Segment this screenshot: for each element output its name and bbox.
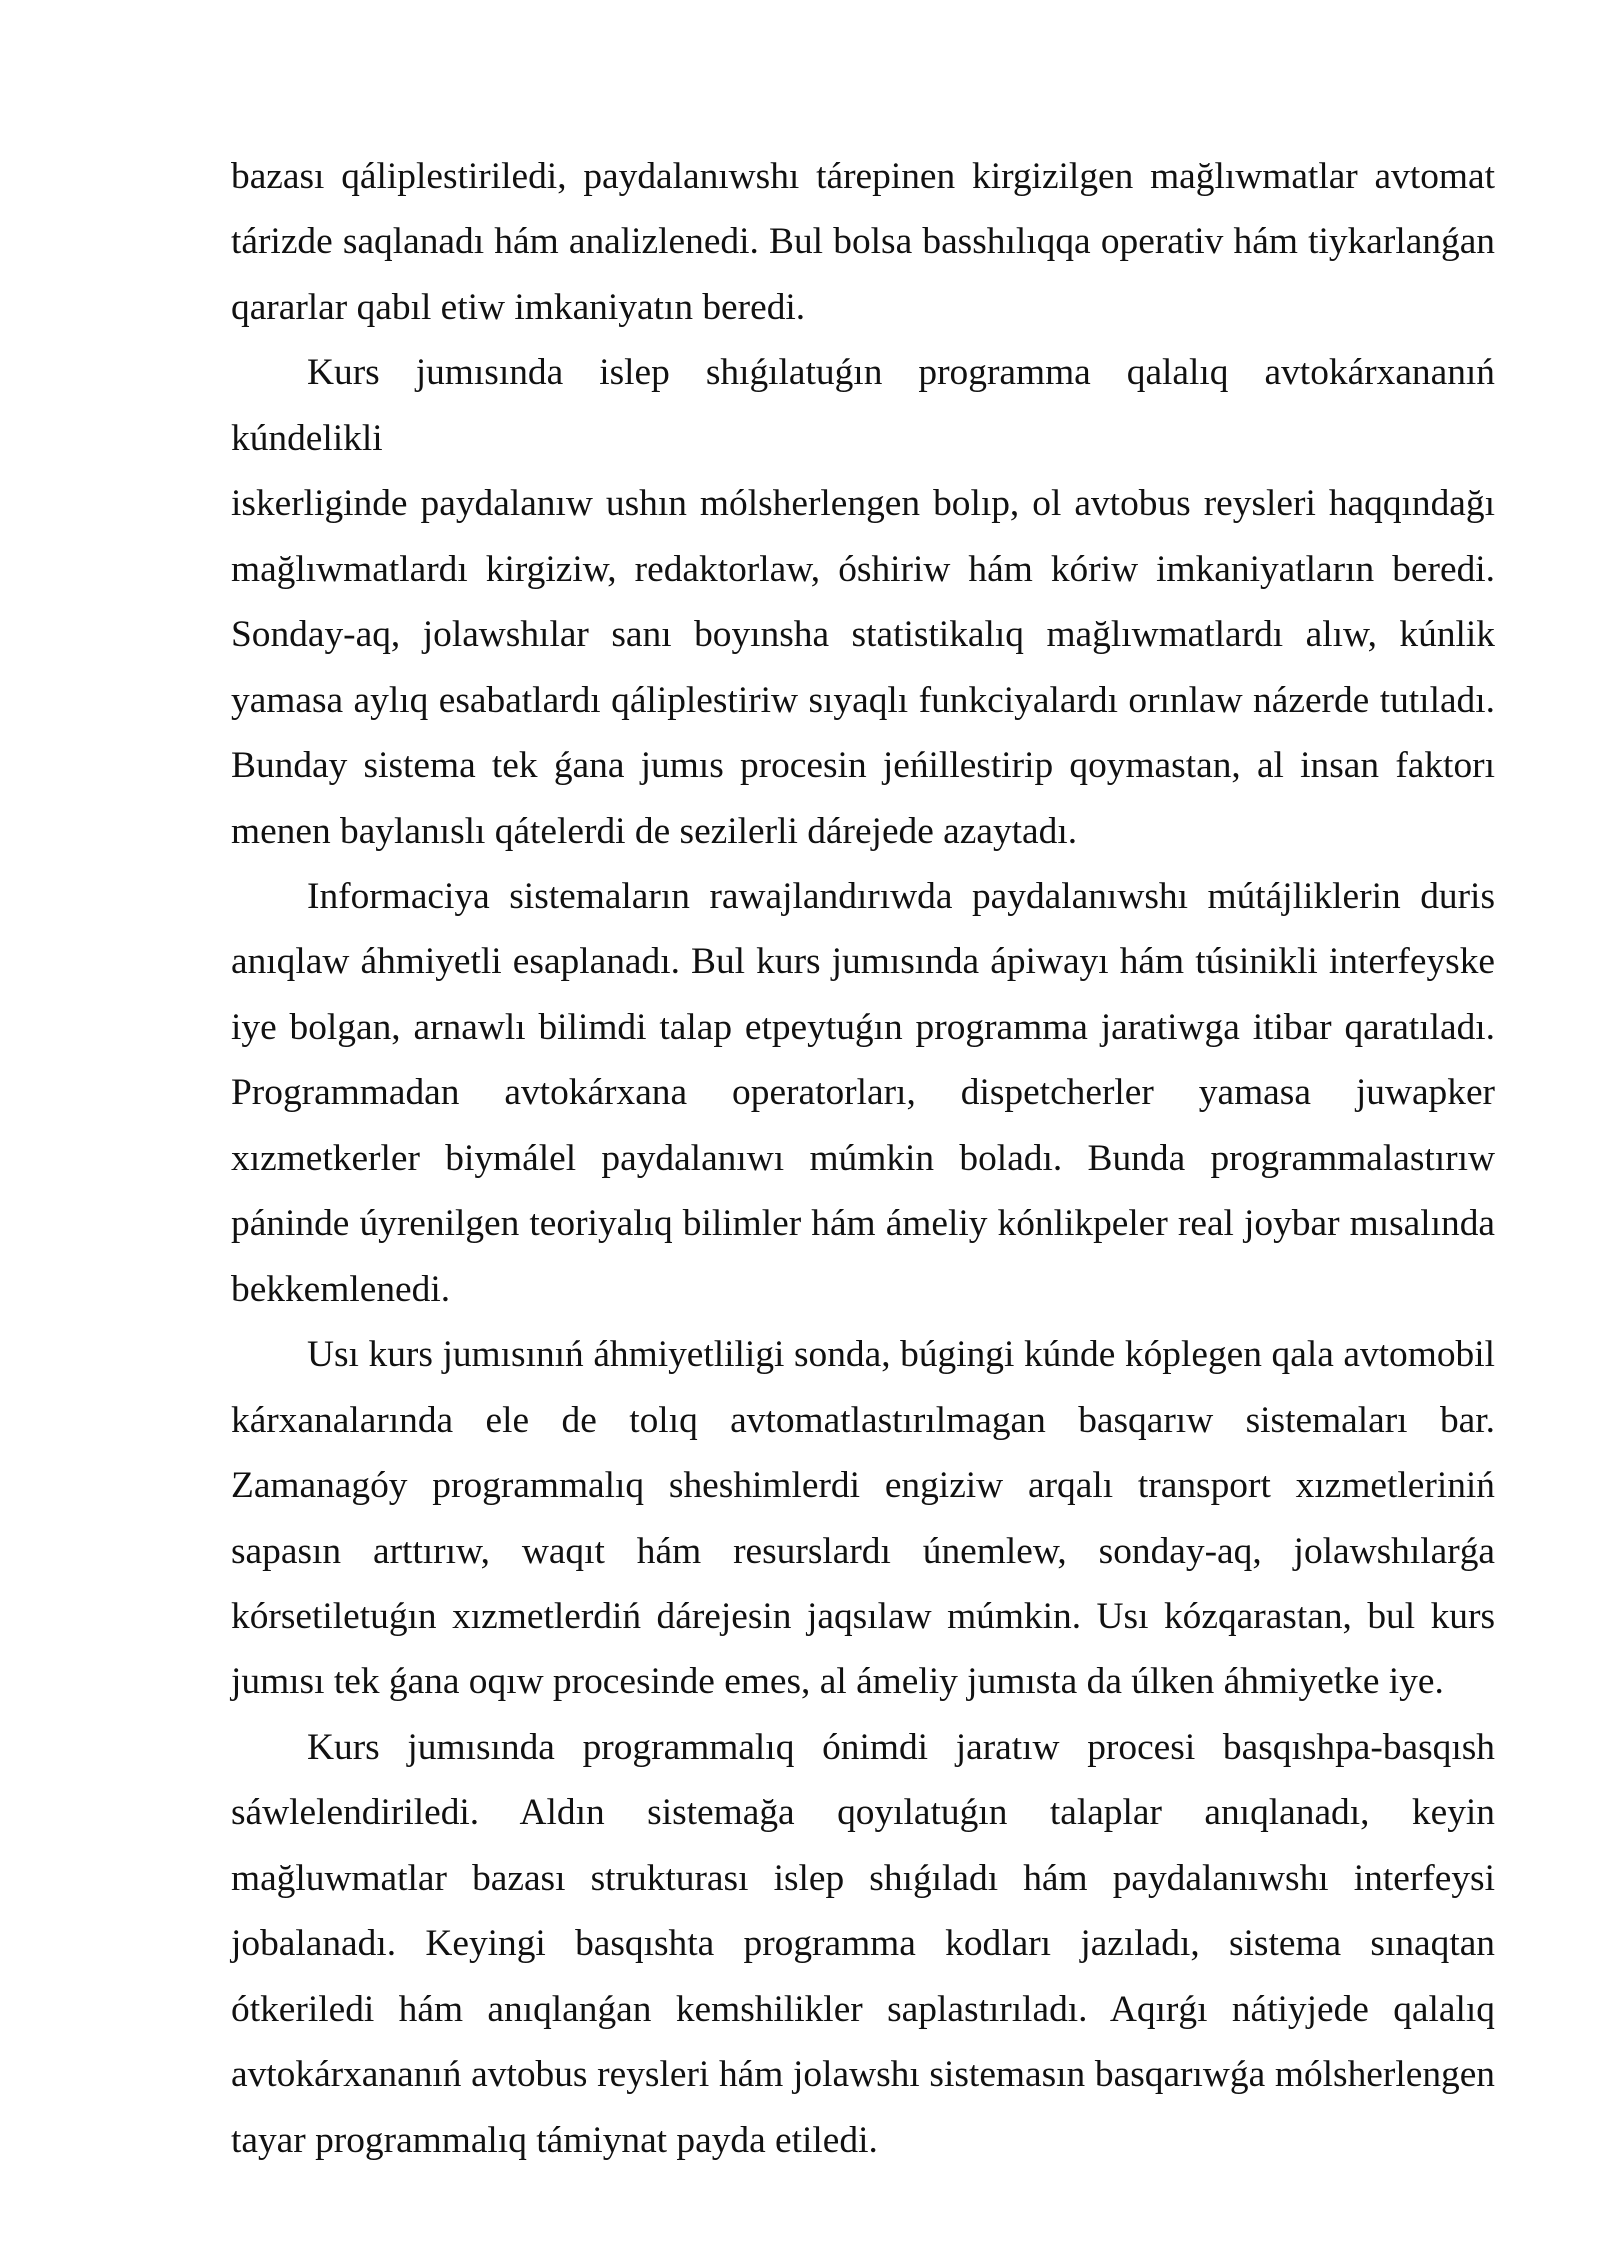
text-line: menen baylanıslı qátelerdi de sezilerli dárejede azaytadı. (231, 810, 1078, 852)
text-line: páninde úyrenilgen teoriyalıq bilimler hám ámeliy kónlikpeler real joybar mısalında (231, 1203, 1495, 1245)
text-line: bekkemlenedi. (231, 1268, 451, 1310)
document-body (231, 144, 1495, 2173)
paragraph (231, 1322, 1495, 1715)
text-line: xızmetkerler biymálel paydalanıwı múmkin boladı. Bunda programmalastırıw (231, 1137, 1495, 1179)
text-line: Zamanagóy programmalıq sheshimlerdi engiziw arqalı transport xızmetleriniń (231, 1465, 1495, 1507)
text-line: iye bolgan, arnawlı bilimdi talap etpeytuǵın programma jaratiwga itibar qaratıladı. (231, 1006, 1495, 1048)
text-line: Bunday sistema tek ǵana jumıs procesin jeńillestirip qoymastan, al insan faktorı (231, 745, 1495, 787)
text-line: ótkeriledi hám anıqlanǵan kemshilikler saplastırıladı. Aqırǵı nátiyjede qalalıq (231, 1988, 1495, 2030)
text-line: bazası qáliplestiriledi, paydalanıwshı tárepinen kirgizilgen mağlıwmatlar avtomat (231, 156, 1495, 197)
text-line: jumısı tek ǵana oqıw procesinde emes, al ámeliy jumısta da úlken áhmiyetke iye. (231, 1661, 1444, 1703)
text-line: Programmadan avtokárxana operatorları, dispetcherler yamasa juwapker (231, 1072, 1495, 1114)
text-line: mağlıwmatlardı kirgiziw, redaktorlaw, óshiriw hám kóriw imkaniyatların beredi. (231, 548, 1495, 590)
text-line: Kurs jumısında programmalıq ónimdi jaratıw procesi basqıshpa-basqısh (307, 1726, 1495, 1768)
paragraph (231, 144, 1495, 340)
text-line: kórsetiletuǵın xızmetlerdiń dárejesin jaqsılaw múmkin. Usı kózqarastan, bul kurs (231, 1595, 1495, 1637)
paragraph (231, 340, 1495, 864)
text-line: Informaciya sistemaların rawajlandırıwda paydalanıwshı mútájliklerin duris (307, 875, 1495, 917)
text-line: Usı kurs jumısınıń áhmiyetliligi sonda, búgingi kúnde kóplegen qala avtomobil (307, 1334, 1495, 1376)
text-line: tárizde saqlanadı hám analizlenedi. Bul bolsa basshılıqqa operativ hám tiykarlanǵan (231, 221, 1495, 263)
text-line: avtokárxananıń avtobus reysleri hám jolawshı sistemasın basqarıwǵa mólsherlengen (231, 2054, 1495, 2096)
paragraph (231, 1715, 1495, 2173)
text-line: jobalanadı. Keyingi basqıshta programma kodları jazıladı, sistema sınaqtan (231, 1923, 1495, 1965)
text-line: anıqlaw áhmiyetli esaplanadı. Bul kurs jumısında ápiwayı hám túsinikli interfeyske (231, 941, 1495, 983)
text-line: kárxanalarında ele de tolıq avtomatlastırılmagan basqarıw sistemaları bar. (231, 1399, 1495, 1441)
text-line: sáwlelendiriledi. Aldın sistemağa qoyılatuǵın talaplar anıqlanadı, keyin (231, 1792, 1495, 1834)
text-line: Sonday-aq, jolawshılar sanı boyınsha statistikalıq mağlıwmatlardı alıw, kúnlik (231, 614, 1495, 656)
text-line: sapasın arttırıw, waqıt hám resurslardı únemlew, sonday-aq, jolawshılarǵa (231, 1530, 1495, 1572)
text-line: tayar programmalıq támiynat payda etiledi. (231, 2119, 878, 2161)
paragraph (231, 864, 1495, 1322)
text-line: qararlar qabıl etiw imkaniyatın beredi. (231, 286, 806, 328)
text-line: iskerliginde paydalanıw ushın mólsherlengen bolıp, ol avtobus reysleri haqqındağı (231, 483, 1495, 525)
text-line: yamasa aylıq esabatlardı qáliplestiriw sıyaqlı funkciyalardı orınlaw názerde tutıladı. (231, 679, 1495, 721)
text-line: mağluwmatlar bazası strukturası islep shıǵıladı hám paydalanıwshı interfeysi (231, 1857, 1495, 1899)
text-line: Kurs jumısında islep shıǵılatuǵın programma qalalıq avtokárxananıń kúndelikli (231, 352, 1495, 459)
